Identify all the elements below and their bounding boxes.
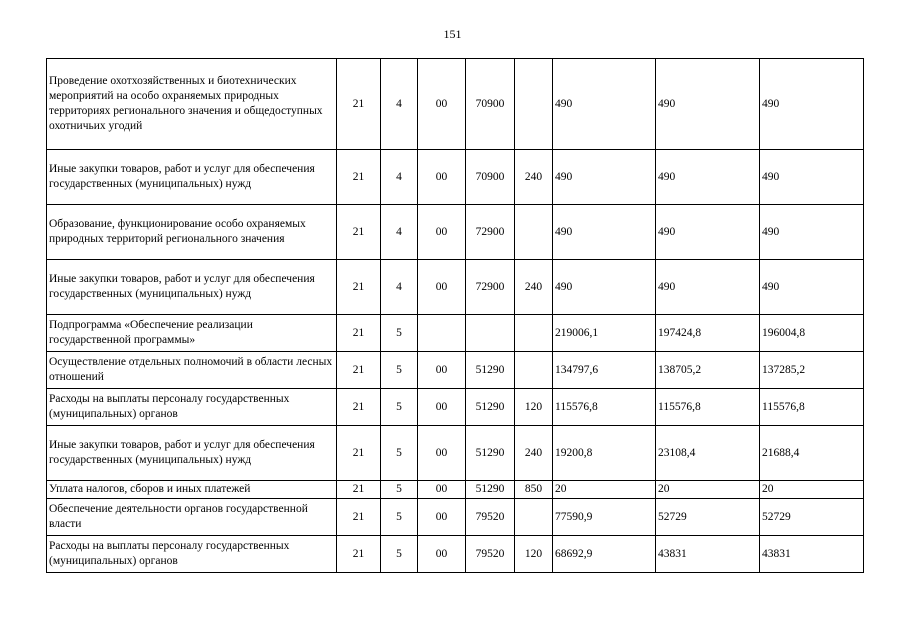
amount-cell: 490 [553, 205, 656, 260]
code-cell: 240 [515, 150, 553, 205]
code-cell [515, 352, 553, 389]
amount-cell: 52729 [656, 499, 760, 536]
code-cell: 21 [337, 481, 381, 499]
row-name: Иные закупки товаров, работ и услуг для обеспечения государственных (муниципальных) нужд [47, 426, 337, 481]
row-name: Проведение охотхозяйственных и биотехнических мероприятий на особо охраняемых природных территориях регионального значения и общедоступных охотничьих угодий [47, 59, 337, 150]
code-cell: 79520 [466, 536, 515, 573]
amount-cell: 20 [760, 481, 864, 499]
table-row [47, 481, 864, 499]
amount-cell: 490 [656, 205, 760, 260]
code-cell: 5 [381, 389, 418, 426]
code-cell: 21 [337, 205, 381, 260]
amount-cell: 20 [656, 481, 760, 499]
code-cell: 51290 [466, 481, 515, 499]
row-name: Расходы на выплаты персоналу государственных (муниципальных) органов [47, 389, 337, 426]
page-number: 151 [443, 27, 462, 41]
row-name: Иные закупки товаров, работ и услуг для обеспечения государственных (муниципальных) нужд [47, 150, 337, 205]
amount-cell: 219006,1 [553, 315, 656, 352]
code-cell: 120 [515, 389, 553, 426]
code-cell [466, 315, 515, 352]
code-cell: 72900 [466, 260, 515, 315]
code-cell: 79520 [466, 499, 515, 536]
amount-cell: 137285,2 [760, 352, 864, 389]
amount-cell: 197424,8 [656, 315, 760, 352]
code-cell: 5 [381, 536, 418, 573]
code-cell: 51290 [466, 352, 515, 389]
table-row [47, 536, 864, 573]
amount-cell: 52729 [760, 499, 864, 536]
code-cell: 21 [337, 389, 381, 426]
budget-table [46, 58, 864, 573]
amount-cell: 19200,8 [553, 426, 656, 481]
code-cell [515, 59, 553, 150]
row-name: Расходы на выплаты персоналу государственных (муниципальных) органов [47, 536, 337, 573]
amount-cell: 68692,9 [553, 536, 656, 573]
table-row [47, 260, 864, 315]
code-cell: 00 [418, 481, 466, 499]
code-cell: 00 [418, 59, 466, 150]
amount-cell: 21688,4 [760, 426, 864, 481]
code-cell: 240 [515, 260, 553, 315]
row-name: Подпрограмма «Обеспечение реализации государственной программы» [47, 315, 337, 352]
code-cell: 00 [418, 536, 466, 573]
table-row [47, 205, 864, 260]
amount-cell: 490 [553, 260, 656, 315]
code-cell: 5 [381, 352, 418, 389]
code-cell: 21 [337, 150, 381, 205]
amount-cell: 77590,9 [553, 499, 656, 536]
code-cell: 120 [515, 536, 553, 573]
code-cell: 5 [381, 426, 418, 481]
table-row [47, 59, 864, 150]
code-cell: 21 [337, 352, 381, 389]
code-cell: 21 [337, 499, 381, 536]
code-cell [515, 499, 553, 536]
code-cell: 4 [381, 150, 418, 205]
amount-cell: 134797,6 [553, 352, 656, 389]
table-row [47, 150, 864, 205]
row-name: Образование, функционирование особо охраняемых природных территорий регионального значения [47, 205, 337, 260]
row-name: Осуществление отдельных полномочий в области лесных отношений [47, 352, 337, 389]
code-cell: 4 [381, 59, 418, 150]
amount-cell: 490 [760, 150, 864, 205]
code-cell: 70900 [466, 150, 515, 205]
code-cell: 240 [515, 426, 553, 481]
amount-cell: 490 [553, 150, 656, 205]
code-cell [515, 315, 553, 352]
amount-cell: 138705,2 [656, 352, 760, 389]
code-cell: 21 [337, 536, 381, 573]
amount-cell: 490 [760, 260, 864, 315]
code-cell: 00 [418, 389, 466, 426]
row-name: Обеспечение деятельности органов государственной власти [47, 499, 337, 536]
amount-cell: 43831 [656, 536, 760, 573]
code-cell: 00 [418, 352, 466, 389]
code-cell: 00 [418, 499, 466, 536]
table-row [47, 352, 864, 389]
row-name: Уплата налогов, сборов и иных платежей [47, 481, 337, 499]
table-row [47, 315, 864, 352]
code-cell: 21 [337, 260, 381, 315]
code-cell [418, 315, 466, 352]
code-cell: 4 [381, 205, 418, 260]
code-cell: 21 [337, 59, 381, 150]
code-cell: 51290 [466, 426, 515, 481]
amount-cell: 23108,4 [656, 426, 760, 481]
code-cell: 850 [515, 481, 553, 499]
amount-cell: 43831 [760, 536, 864, 573]
table-row [47, 389, 864, 426]
code-cell: 5 [381, 499, 418, 536]
amount-cell: 196004,8 [760, 315, 864, 352]
code-cell: 21 [337, 426, 381, 481]
amount-cell: 490 [656, 59, 760, 150]
table-row [47, 499, 864, 536]
code-cell: 5 [381, 481, 418, 499]
code-cell: 21 [337, 315, 381, 352]
table-row [47, 426, 864, 481]
code-cell: 51290 [466, 389, 515, 426]
amount-cell: 115576,8 [760, 389, 864, 426]
amount-cell: 20 [553, 481, 656, 499]
code-cell: 00 [418, 426, 466, 481]
code-cell: 70900 [466, 59, 515, 150]
amount-cell: 490 [760, 205, 864, 260]
code-cell: 72900 [466, 205, 515, 260]
row-name: Иные закупки товаров, работ и услуг для обеспечения государственных (муниципальных) нужд [47, 260, 337, 315]
amount-cell: 490 [553, 59, 656, 150]
amount-cell: 490 [760, 59, 864, 150]
amount-cell: 115576,8 [656, 389, 760, 426]
code-cell [515, 205, 553, 260]
amount-cell: 490 [656, 260, 760, 315]
code-cell: 00 [418, 150, 466, 205]
code-cell: 00 [418, 260, 466, 315]
code-cell: 5 [381, 315, 418, 352]
amount-cell: 115576,8 [553, 389, 656, 426]
code-cell: 00 [418, 205, 466, 260]
code-cell: 4 [381, 260, 418, 315]
amount-cell: 490 [656, 150, 760, 205]
